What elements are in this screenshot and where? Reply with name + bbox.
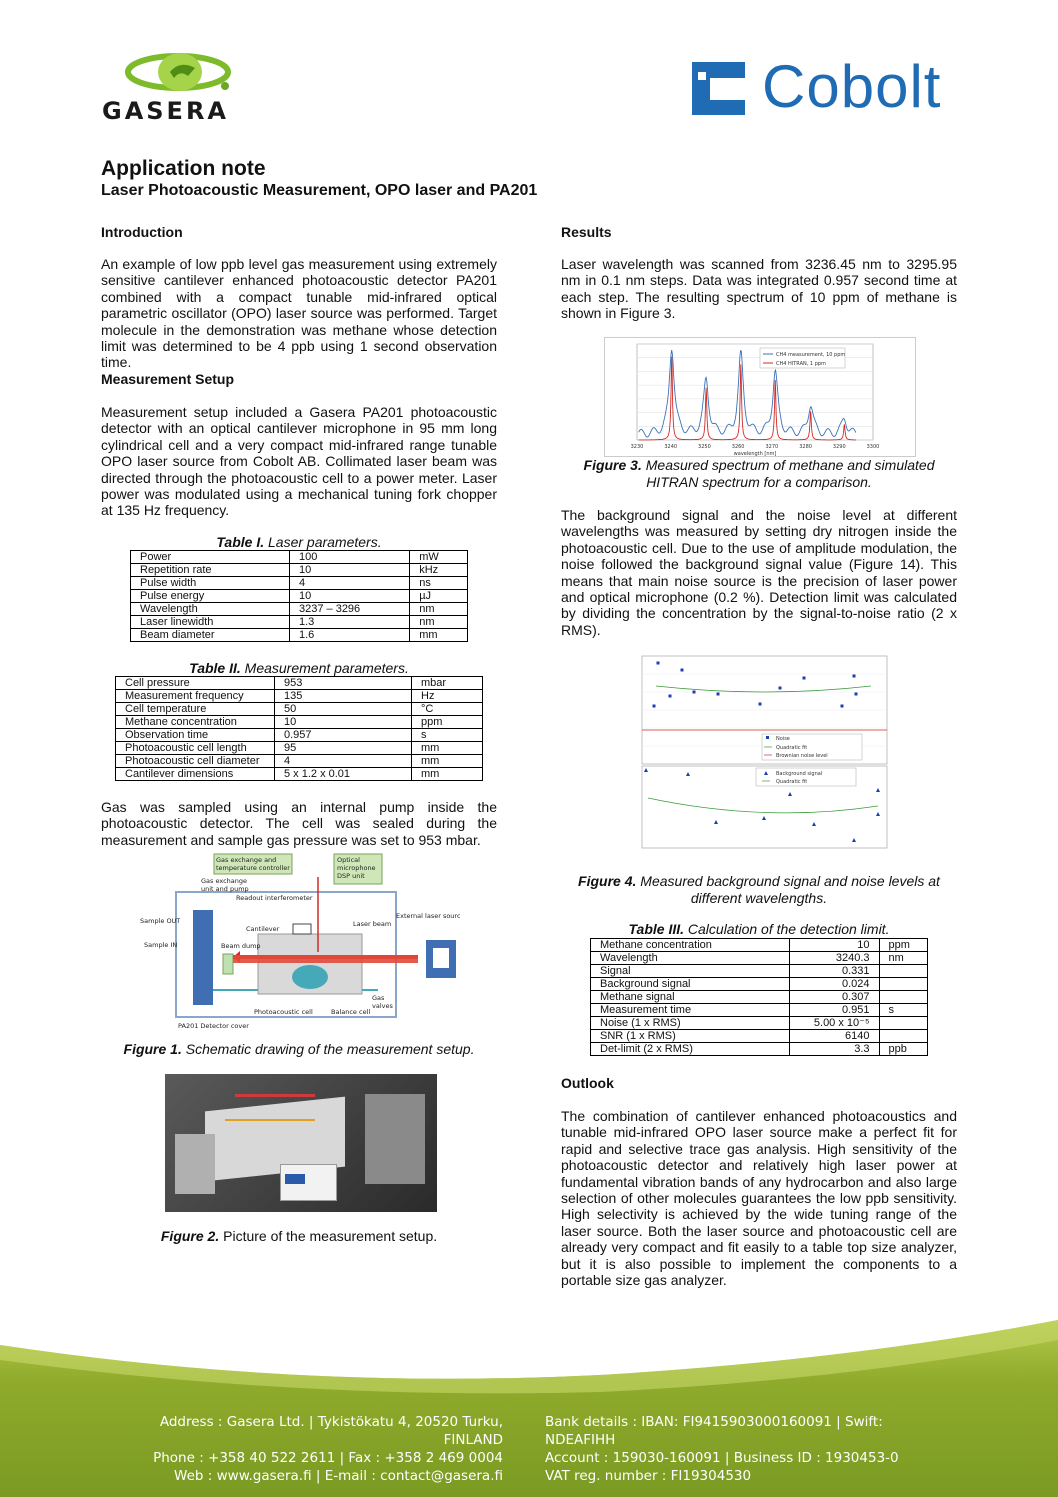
figure3-chart [604, 337, 916, 457]
legend-label-measurement: CH4 measurement, 10 ppm [776, 352, 846, 358]
svg-text:unit and pump: unit and pump [201, 885, 249, 893]
footer-bank [545, 1413, 945, 1485]
label-gas-ctrl: Gas exchange and [216, 856, 277, 864]
table-cell-label: Repetition rate [131, 564, 290, 577]
figure1-caption [101, 1041, 497, 1058]
table-cell-label: Wavelength [131, 603, 290, 616]
table-cell-label: Cell temperature [116, 703, 275, 716]
table-cell-unit: nm [410, 616, 468, 629]
legend-swatch-noise [766, 736, 769, 739]
table-cell-unit: Hz [412, 690, 483, 703]
figure1-text: Schematic drawing of the measurement setup. [185, 1041, 475, 1057]
table-cell-label: Methane signal [591, 991, 790, 1004]
x-tick-label: 3250 [698, 444, 711, 450]
table-row [591, 939, 928, 952]
table2-title: Measurement parameters. [244, 660, 409, 676]
legend-label-brown: Brownian noise level [776, 753, 828, 759]
table-cell-label: Pulse width [131, 577, 290, 590]
label-optical-mic: Optical [337, 856, 360, 864]
figure2-photo [165, 1074, 437, 1212]
figure4-caption [561, 873, 957, 907]
noise-point [717, 693, 720, 696]
table-cell-label: Det-limit (2 x RMS) [591, 1043, 790, 1056]
table-cell-unit [879, 1030, 927, 1043]
noise-point [803, 677, 806, 680]
gasera-logo [100, 50, 265, 125]
table-cell-value: 50 [275, 703, 412, 716]
table-cell-value: 4 [290, 577, 410, 590]
noise-point [669, 695, 672, 698]
table-cell-label: Background signal [591, 978, 790, 991]
label-sample-out: Sample OUT [140, 917, 181, 925]
table-row [131, 577, 468, 590]
x-axis-label: wavelength [nm] [733, 451, 777, 456]
table-cell-label: Wavelength [591, 952, 790, 965]
results-text: Laser wavelength was scanned from 3236.45 nm to 3295.95 nm in 0.1 nm steps. Data was integrated 0.957 second time at each step. The resulting spectrum of 10 ppm of methane is shown in Figure 3. [561, 256, 957, 322]
label-ext-laser: External laser source [396, 912, 460, 920]
measurement-setup-heading: Measurement Setup [101, 371, 235, 387]
cobolt-c-icon [692, 62, 747, 117]
table-row [591, 1017, 928, 1030]
table-row [591, 1030, 928, 1043]
table-row [131, 564, 468, 577]
table-cell-value: 3237 – 3296 [290, 603, 410, 616]
table-cell-unit: ppm [879, 939, 927, 952]
noise-point [653, 705, 656, 708]
table-cell-label: Cantilever dimensions [116, 768, 275, 781]
table-cell-label: Methane concentration [116, 716, 275, 729]
table-cell-value: 0.951 [790, 1004, 880, 1017]
footer-address-line2: Phone : +358 40 522 2611 | Fax : +358 2 469 0004 [153, 1450, 503, 1466]
figure3-caption [561, 457, 957, 491]
table-cell-unit: s [879, 1004, 927, 1017]
table-cell-value: 0.331 [790, 965, 880, 978]
footer-bank-line1: Bank details : IBAN: FI9415903000160091 | Swift: NDEAFIHH [545, 1414, 883, 1448]
laser-parameters-table [130, 550, 468, 642]
table-cell-value: 3240.3 [790, 952, 880, 965]
table-row [591, 965, 928, 978]
table-cell-value: 0.307 [790, 991, 880, 1004]
table-cell-label: Measurement time [591, 1004, 790, 1017]
page-subtitle: Laser Photoacoustic Measurement, OPO laser and PA201 [101, 182, 538, 199]
table-row [591, 1004, 928, 1017]
table2-caption [101, 660, 497, 676]
table-cell-label: Laser linewidth [131, 616, 290, 629]
label-sample-in: Sample IN [144, 941, 178, 949]
table-cell-label: Measurement frequency [116, 690, 275, 703]
table-row [116, 755, 483, 768]
table-row [131, 603, 468, 616]
figure4-chart [616, 648, 896, 858]
label-cover: PA201 Detector cover [178, 1022, 249, 1030]
footer-address-line3: Web : www.gasera.fi | E-mail : contact@gasera.fi [174, 1468, 503, 1484]
figure1-label: Figure 1. [123, 1041, 182, 1057]
table-row [116, 768, 483, 781]
table-cell-unit [879, 1017, 927, 1030]
table-cell-unit: mm [412, 742, 483, 755]
table-cell-label: Pulse energy [131, 590, 290, 603]
table1-title: Laser parameters. [268, 534, 382, 550]
table-cell-unit: s [412, 729, 483, 742]
table-row [131, 551, 468, 564]
figure1-schematic [138, 852, 460, 1032]
table-row [591, 991, 928, 1004]
x-tick-label: 3240 [664, 444, 678, 450]
label-balance-cell: Balance cell [331, 1008, 371, 1016]
figure4-text: Measured background signal and noise levels at different wavelengths. [640, 873, 940, 906]
table-cell-unit: °C [412, 703, 483, 716]
figure2-text: Picture of the measurement setup. [223, 1228, 438, 1244]
svg-text:microphone: microphone [337, 864, 376, 872]
table-row [116, 716, 483, 729]
table-row [116, 729, 483, 742]
table-cell-unit: mm [412, 755, 483, 768]
x-tick-label: 3300 [866, 444, 880, 450]
x-tick-label: 3280 [799, 444, 812, 450]
page-title: Application note [101, 157, 266, 180]
noise-background-chart [616, 648, 896, 858]
label-laser-beam: Laser beam [353, 920, 392, 928]
table-cell-value: 95 [275, 742, 412, 755]
figure2-caption [101, 1228, 497, 1245]
footer-address-line1: Address : Gasera Ltd. | Tykistökatu 4, 20520 Turku, FINLAND [159, 1414, 503, 1448]
figure3-text: Measured spectrum of methane and simulated HITRAN spectrum for a comparison. [645, 457, 935, 490]
table-cell-label: Cell pressure [116, 677, 275, 690]
figure3-label: Figure 3. [583, 457, 642, 473]
introduction-text: An example of low ppb level gas measurement using extremely sensitive cantilever enhanced photoacoustic detector PA201 combined with a compact tunable mid-infrared optical parametric oscillator (OPO) laser source was performed. Target molecule in the demonstration was methane whose detection limit was determined to be 4 ppb using 1 second observation time. [101, 256, 497, 371]
table-cell-unit: mm [410, 629, 468, 642]
noise-point [853, 675, 856, 678]
footer-address [120, 1413, 503, 1485]
label-gas-pump: Gas exchange [201, 877, 248, 885]
noise-point [693, 691, 696, 694]
label-beam-dump: Beam dump [221, 942, 261, 950]
x-tick-label: 3270 [765, 444, 779, 450]
table-cell-unit: kHz [410, 564, 468, 577]
schematic-drawing [138, 852, 460, 1032]
table-row [131, 629, 468, 642]
label-gas-valves: Gas [372, 994, 385, 1002]
table-cell-unit: µJ [410, 590, 468, 603]
table-cell-value: 0.957 [275, 729, 412, 742]
table-cell-unit: ppm [412, 716, 483, 729]
legend-label-fit: Quadratic fit [776, 745, 808, 751]
noise-point [759, 703, 762, 706]
table-cell-unit: nm [410, 603, 468, 616]
table-cell-value: 953 [275, 677, 412, 690]
noise-point [855, 693, 858, 696]
svg-text:valves: valves [372, 1002, 393, 1010]
table-cell-value: 5 x 1.2 x 0.01 [275, 768, 412, 781]
table-cell-value: 5.00 x 10⁻⁵ [790, 1017, 880, 1030]
table1-label: Table I. [216, 534, 265, 550]
x-tick-label: 3290 [832, 444, 846, 450]
figure2-label: Figure 2. [160, 1228, 220, 1244]
footer-bank-line2: Account : 159030-160091 | Business ID : 1930453-0 [545, 1450, 899, 1466]
x-tick-label: 3260 [731, 444, 745, 450]
table-cell-value: 10 [290, 590, 410, 603]
table-cell-unit: mm [412, 768, 483, 781]
table3-label: Table III. [628, 921, 685, 937]
table-cell-unit [879, 965, 927, 978]
table2-label: Table II. [189, 660, 241, 676]
noise-point [841, 705, 844, 708]
svg-text:DSP unit: DSP unit [337, 872, 365, 880]
outlook-heading: Outlook [561, 1075, 614, 1091]
table-cell-unit [879, 978, 927, 991]
table3-title: Calculation of the detection limit. [687, 921, 890, 937]
table-cell-unit: ppb [879, 1043, 927, 1056]
table-cell-value: 10 [790, 939, 880, 952]
table3-caption [561, 921, 957, 937]
results-heading: Results [561, 224, 612, 240]
noise-point [657, 662, 660, 665]
table-cell-value: 1.3 [290, 616, 410, 629]
table-row [116, 703, 483, 716]
gasera-wordmark: GASERA [102, 97, 230, 125]
table-cell-label: Power [131, 551, 290, 564]
table-cell-value: 4 [275, 755, 412, 768]
table-cell-label: Photoacoustic cell length [116, 742, 275, 755]
figure4-label: Figure 4. [578, 873, 637, 889]
noise-point [681, 669, 684, 672]
table-row [116, 677, 483, 690]
table-row [591, 952, 928, 965]
table-cell-value: 135 [275, 690, 412, 703]
table-cell-value: 10 [290, 564, 410, 577]
legend-label-hitran: CH4 HITRAN, 1 ppm [776, 361, 826, 367]
table-cell-unit: nm [879, 952, 927, 965]
table-cell-label: Methane concentration [591, 939, 790, 952]
label-cantilever: Cantilever [246, 925, 280, 933]
table-cell-unit: mbar [412, 677, 483, 690]
cobolt-logo [692, 53, 962, 120]
table-cell-label: Noise (1 x RMS) [591, 1017, 790, 1030]
table-cell-label: SNR (1 x RMS) [591, 1030, 790, 1043]
table-cell-label: Photoacoustic cell diameter [116, 755, 275, 768]
outlook-text: The combination of cantilever enhanced photoacoustics and tunable mid-infrared OPO laser source make a perfect fit for rapid and selective trace gas analysis. High sensitivity of the photoacoustic detector and relatively high laser power at fundamental vibration bands of any hydrocarbon and also large selection of other molecules guarantees the low ppb sensitivity. High selectivity is achieved by the wide tuning range of the laser source. Both the laser source and photoacoustic cell are already very compact and fit easily to a table top size analyzer, but it is also possible to implement the components to a portable size gas analyzer. [561, 1108, 957, 1289]
table-cell-label: Observation time [116, 729, 275, 742]
table-cell-unit: ns [410, 577, 468, 590]
legend-label-noise: Noise [776, 736, 790, 742]
footer-bank-line3: VAT reg. number : FI19304530 [545, 1468, 752, 1484]
table-row [116, 742, 483, 755]
introduction-heading: Introduction [101, 224, 183, 240]
cobolt-wordmark: Cobolt [762, 53, 942, 120]
table-cell-label: Beam diameter [131, 629, 290, 642]
noise-point [779, 687, 782, 690]
measurement-setup-text: Measurement setup included a Gasera PA201 photoacoustic detector with an optical cantilever microphone in 95 mm long cylindrical cell and a very compact mid-infrared range tunable OPO laser source from Cobolt AB. Collimated laser beam was directed through the photoacoustic cell to a power meter. Laser power was modulated using a mechanical tuning fork chopper at 135 Hz frequency. [101, 404, 497, 519]
table-row [591, 1043, 928, 1056]
label-readout: Readout interferometer [236, 894, 313, 902]
table-cell-unit [879, 991, 927, 1004]
legend-label-background: Background signal [776, 771, 823, 777]
table-cell-value: 10 [275, 716, 412, 729]
table-cell-value: 6140 [790, 1030, 880, 1043]
svg-text:temperature controller: temperature controller [216, 864, 290, 872]
table-row [116, 690, 483, 703]
spectrum-chart [605, 338, 915, 456]
table-row [131, 590, 468, 603]
background-noise-text: The background signal and the noise level at different wavelengths was measured by setting dry nitrogen inside the photoacoustic cell. Due to the use of amplitude modulation, the noise followed the background signal value (Figure 14). This means that main noise source is the precision of laser power and optical microphone (0.2 %). Detection limit was calculated by dividing the concentration by the signal-to-noise ratio (2 x RMS). [561, 507, 957, 638]
table-cell-value: 100 [290, 551, 410, 564]
x-tick-label: 3230 [630, 444, 644, 450]
label-pa-cell: Photoacoustic cell [254, 1008, 313, 1016]
legend-label-bottom-fit: Quadratic fit [776, 779, 808, 785]
table-row [591, 978, 928, 991]
table-cell-value: 1.6 [290, 629, 410, 642]
detection-limit-table [590, 938, 928, 1056]
table-cell-value: 3.3 [790, 1043, 880, 1056]
gas-sampling-text: Gas was sampled using an internal pump inside the photoacoustic detector. The cell was sealed during the measurement and sample gas pressure was set to 953 mbar. [101, 799, 497, 848]
measurement-parameters-table [115, 676, 483, 781]
table1-caption [101, 534, 497, 550]
table-cell-value: 0.024 [790, 978, 880, 991]
table-row [131, 616, 468, 629]
table-cell-label: Signal [591, 965, 790, 978]
table-cell-unit: mW [410, 551, 468, 564]
footer-band [0, 1300, 1058, 1497]
